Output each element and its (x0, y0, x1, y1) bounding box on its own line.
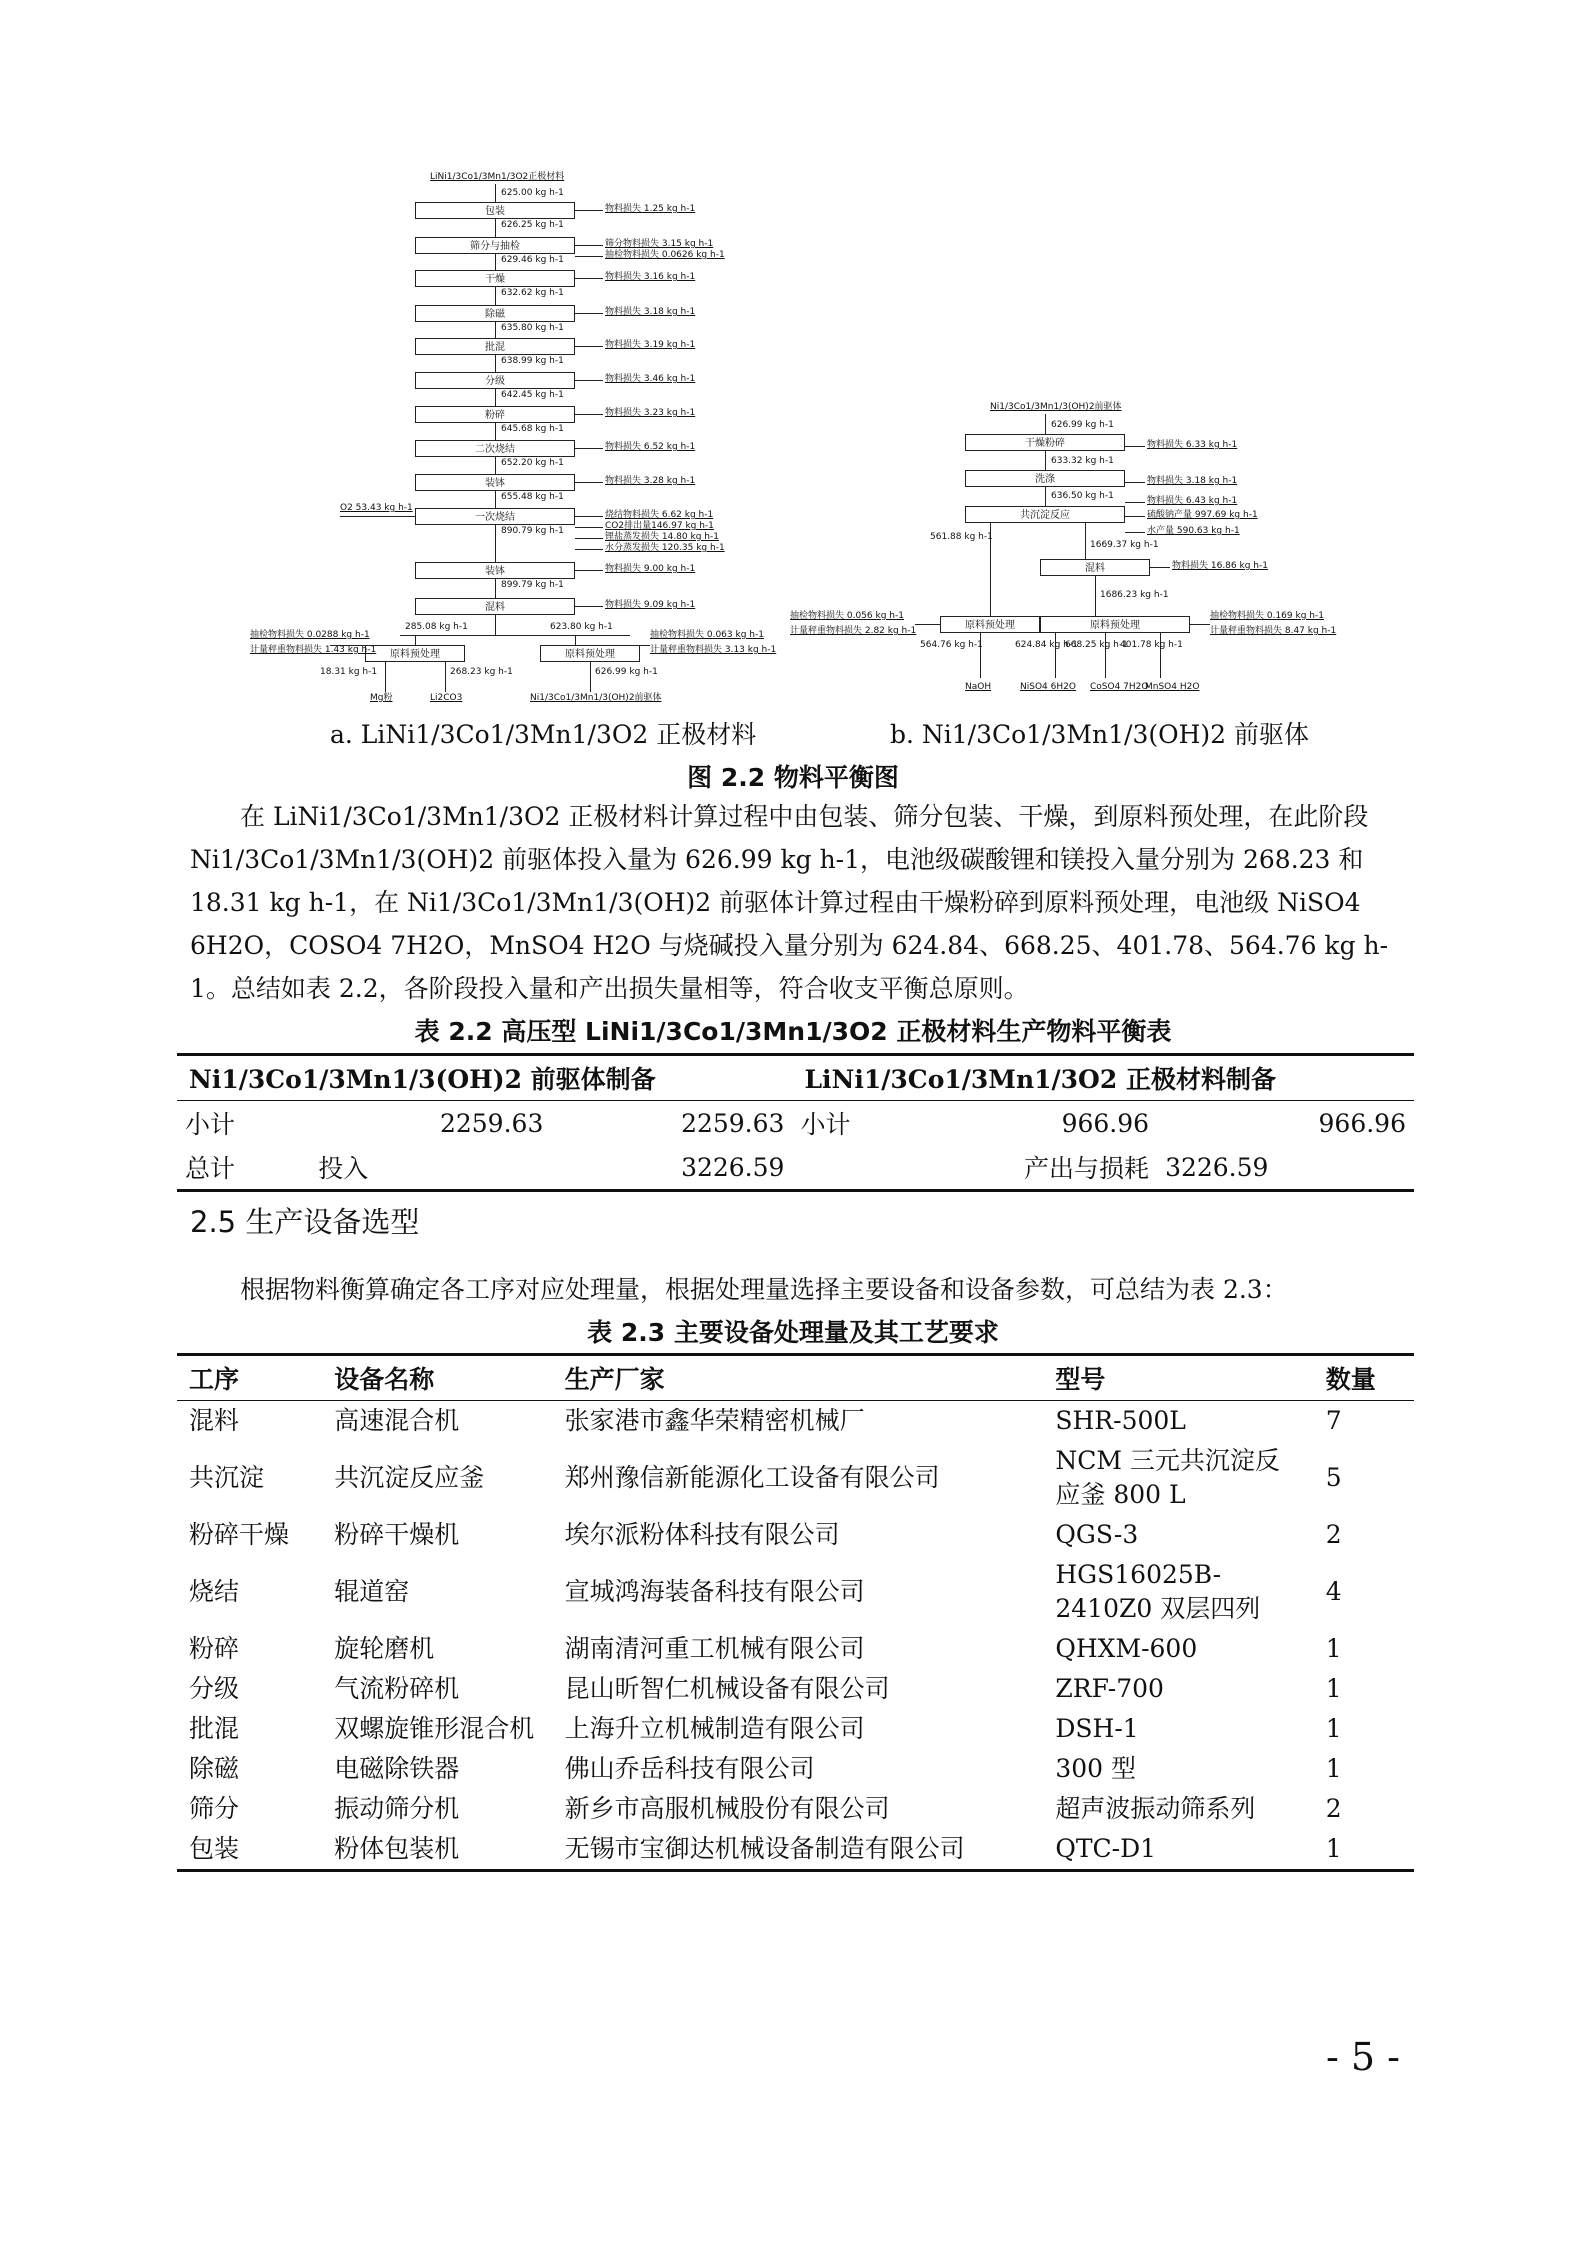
section-heading: 2.5 生产设备选型 (190, 1205, 420, 1239)
pre-left-loss: 抽检物料损失 0.056 kg h-1 (790, 611, 904, 621)
t2-header-left: Ni1/3Co1/3Mn1/3(OH)2 前驱体制备 (189, 1065, 656, 1094)
pre-left-loss: 计量秤重物料损失 1.43 kg h-1 (250, 645, 377, 655)
right-top-label: Ni1/3Co1/3Mn1/3(OH)2前驱体 (990, 402, 1122, 412)
table-row (177, 1515, 1414, 1555)
split-arrow (415, 635, 416, 645)
table-cell: ZRF-700 (1055, 1674, 1164, 1703)
left-loss-label: 水分蒸发损失 120.35 kg h-1 (605, 543, 725, 553)
table-cell: HGS16025B-2410Z0 双层四列 (1055, 1560, 1261, 1623)
left-flow-label: 652.20 kg h-1 (501, 458, 564, 468)
table-row (177, 1629, 1414, 1669)
flow-arrow (495, 457, 496, 474)
loss-arrow (640, 645, 650, 646)
pre-right-loss: 抽检物料损失 0.169 kg h-1 (1210, 611, 1324, 621)
right-flow-label: 1686.23 kg h-1 (1100, 590, 1169, 600)
caption-b: b. Ni1/3Co1/3Mn1/3(OH)2 前驱体 (890, 720, 1310, 749)
flow-arrow (445, 662, 446, 692)
pre-left-loss: 抽检物料损失 0.0288 kg h-1 (250, 630, 370, 640)
loss-arrow (1125, 482, 1145, 483)
loss-arrow (575, 538, 603, 539)
t2-row-subtotal (177, 1101, 1414, 1146)
table-cell: QTC-D1 (1055, 1834, 1157, 1863)
loss-arrow (575, 414, 603, 415)
table-cell: 旋轮磨机 (334, 1634, 435, 1663)
left-flow-label: 629.46 kg h-1 (501, 255, 564, 265)
table-cell: 烧结 (189, 1577, 240, 1606)
loss-arrow (575, 210, 603, 211)
left-step-box: 装钵 (415, 562, 575, 579)
flow-arrow (385, 662, 386, 692)
pre-left-loss: 计量秤重物料损失 2.82 kg h-1 (790, 626, 917, 636)
left-step-box: 一次烧结 (415, 508, 575, 525)
left-step-box: 粉碎 (415, 406, 575, 423)
table-cell: 无锡市宝御达机械设备制造有限公司 (564, 1834, 965, 1863)
t3-header: 型号 (1055, 1365, 1106, 1394)
left-step-box: 筛分与抽检 (415, 237, 575, 254)
table-row (177, 1401, 1414, 1442)
pre-right-loss: 计量秤重物料损失 3.13 kg h-1 (650, 645, 777, 655)
bottom-flow: 626.99 kg h-1 (595, 667, 658, 677)
left-loss-label: 物料损失 6.52 kg h-1 (605, 442, 696, 452)
left-flow-label: 635.80 kg h-1 (501, 323, 564, 333)
figure-title: 图 2.2 物料平衡图 (687, 763, 899, 792)
flow-arrow (1085, 523, 1086, 559)
split-right-label: 623.80 kg h-1 (550, 622, 613, 632)
left-loss-label: 物料损失 9.00 kg h-1 (605, 564, 696, 574)
left-loss-label: 物料损失 3.23 kg h-1 (605, 408, 696, 418)
right-flow-label: 626.99 kg h-1 (1051, 420, 1114, 430)
t2-row-total (177, 1145, 1414, 1191)
left-flow-label: 642.45 kg h-1 (501, 390, 564, 400)
loss-arrow (1125, 446, 1145, 447)
pre-left-box: 原料预处理 (365, 645, 465, 662)
left-step-box: 包装 (415, 202, 575, 219)
table-cell: 佛山乔岳科技有限公司 (564, 1754, 815, 1783)
table-cell: 1 (1325, 1674, 1342, 1703)
table-row (177, 1441, 1414, 1515)
table-cell: 宣城鸿海装备科技有限公司 (564, 1577, 865, 1606)
flow-arrow (590, 662, 591, 692)
left-loss-label: 物料损失 3.19 kg h-1 (605, 340, 696, 350)
product-label: CoSO4 7H2O (1090, 682, 1149, 692)
table-cell: 批混 (189, 1714, 240, 1743)
product-label: Li2CO3 (430, 693, 463, 703)
table-cell: 分级 (189, 1674, 240, 1703)
right-step-box: 共沉淀反应 (965, 506, 1125, 523)
flow-arrow (495, 525, 496, 562)
t3-header-row (177, 1355, 1414, 1401)
table-cell: 郑州豫信新能源化工设备有限公司 (564, 1463, 940, 1492)
right-step-box: 干燥粉碎 (965, 434, 1125, 451)
left-flow-label: 890.79 kg h-1 (501, 526, 564, 536)
split-line (400, 635, 630, 636)
left-flow-label: 626.25 kg h-1 (501, 220, 564, 230)
paragraph-1-text: 在 LiNi1/3Co1/3Mn1/3O2 正极材料计算过程中由包装、筛分包装、干燥，到原料预处理，在此阶段 Ni1/3Co1/3Mn1/3(OH)2 前驱体投入量为 626.99 kg h-1，电池级碳酸锂和镁投入量分别为 268.23 和 18.31 kg h-1，在 Ni1/3Co1/3Mn1/3(OH)2 前驱体计算过程由干燥粉碎到原料预处理，电池级 NiSO4 6H2O，COSO4 7H2O，MnSO4 H2O 与烧碱投入量分别为 624.84、668.25、401.78、564.76 kg h-1。总结如表 2.2，各阶段投入量和产出损失量相等，符合收支平衡总原则。 (190, 802, 1389, 1003)
left-loss-label: 抽检物料损失 0.0626 kg h-1 (605, 250, 725, 260)
left-loss-label: 物料损失 3.46 kg h-1 (605, 374, 696, 384)
table-cell: 辊道窑 (334, 1577, 410, 1606)
pre-right-loss: 抽检物料损失 0.063 kg h-1 (650, 630, 764, 640)
flow-arrow (495, 355, 496, 372)
table-cell: 粉碎 (189, 1634, 240, 1663)
loss-arrow (575, 482, 603, 483)
t2-cell: 小计 (800, 1110, 851, 1139)
right-loss-label: 物料损失 3.18 kg h-1 (1147, 476, 1238, 486)
flow-arrow (495, 254, 496, 270)
table-row (177, 1789, 1414, 1829)
left-flow-label: 655.48 kg h-1 (501, 492, 564, 502)
right-loss-label: 硫酸钠产量 997.69 kg h-1 (1147, 510, 1258, 520)
table-cell: 包装 (189, 1834, 240, 1863)
table-cell: 气流粉碎机 (334, 1674, 460, 1703)
table-cell: 除磁 (189, 1754, 240, 1783)
table-cell: 振动筛分机 (334, 1794, 460, 1823)
flow-arrow (495, 579, 496, 598)
flow-arrow (1095, 576, 1096, 616)
left-step-box: 装钵 (415, 474, 575, 491)
left-loss-label: 物料损失 3.18 kg h-1 (605, 307, 696, 317)
loss-arrow (575, 245, 603, 246)
table-cell: 昆山昕智仁机械设备有限公司 (564, 1674, 890, 1703)
left-loss-label: CO2排出量146.97 kg h-1 (605, 521, 714, 531)
left-loss-label: 物料损失 1.25 kg h-1 (605, 204, 696, 214)
table-cell: 双螺旋锥形混合机 (334, 1714, 535, 1743)
left-step-box: 二次烧结 (415, 440, 575, 457)
t2-cell: 2259.63 (439, 1108, 544, 1138)
left-loss-label: 锂盐蒸发损失 14.80 kg h-1 (605, 532, 719, 542)
table-cell: 4 (1325, 1577, 1342, 1606)
table-cell: 2 (1325, 1520, 1342, 1549)
table-row (177, 1555, 1414, 1629)
product-label: Ni1/3Co1/3Mn1/3(OH)2前驱体 (530, 693, 662, 703)
t2-header-right: LiNi1/3Co1/3Mn1/3O2 正极材料制备 (804, 1065, 1276, 1094)
flow-arrow (1045, 487, 1046, 506)
bottom-flow: 668.25 kg h-1 (1065, 640, 1128, 650)
product-label: Mg粉 (370, 693, 393, 703)
t2-cell: 2259.63 (681, 1108, 785, 1138)
table-row (177, 1709, 1414, 1749)
table-cell: 7 (1325, 1406, 1342, 1435)
paragraph-2-text: 根据物料衡算确定各工序对应处理量，根据处理量选择主要设备和设备参数，可总结为表 2.3： (240, 1275, 1288, 1304)
t3-header: 生产厂家 (564, 1365, 665, 1394)
loss-arrow (575, 527, 603, 528)
table-cell: 共沉淀反应釜 (334, 1463, 485, 1492)
split-arrow (575, 635, 576, 645)
left-loss-label: 物料损失 9.09 kg h-1 (605, 600, 696, 610)
t2-cell: 966.96 (1318, 1108, 1406, 1138)
table-cell: 1 (1325, 1754, 1342, 1783)
t3-header: 设备名称 (334, 1365, 435, 1394)
table-cell: QGS-3 (1055, 1520, 1139, 1549)
bottom-flow: 18.31 kg h-1 (320, 667, 378, 677)
loss-arrow (575, 606, 603, 607)
loss-arrow (575, 346, 603, 347)
paragraph-2 (190, 1268, 1400, 1311)
bottom-flow: 624.84 kg h-1 (1015, 640, 1078, 650)
table-cell: 高速混合机 (334, 1406, 460, 1435)
table-cell: 电磁除铁器 (334, 1754, 460, 1783)
equipment-table (177, 1353, 1414, 1872)
loss-arrow (575, 570, 603, 571)
flow-arrow (495, 423, 496, 440)
left-flow-label: 632.62 kg h-1 (501, 288, 564, 298)
table-cell: 共沉淀 (189, 1463, 265, 1492)
loss-arrow (1125, 516, 1145, 517)
product-label: NiSO4 6H2O (1020, 682, 1076, 692)
flow-arrow (1045, 451, 1046, 470)
right-flow-label: 636.50 kg h-1 (1051, 491, 1114, 501)
right-loss-label: 物料损失 16.86 kg h-1 (1172, 561, 1268, 571)
loss-arrow (575, 278, 603, 279)
table-cell: 张家港市鑫华荣精密机械厂 (564, 1406, 865, 1435)
t2-cell: 966.96 (1061, 1108, 1150, 1138)
right-pre-left: 原料预处理 (940, 616, 1040, 633)
t2-cell: 总计 (185, 1154, 236, 1183)
flow-arrow (495, 287, 496, 305)
loss-arrow (575, 380, 603, 381)
loss-arrow (1150, 567, 1170, 568)
right-loss-label: 物料损失 6.43 kg h-1 (1147, 496, 1238, 506)
page-number: - 5 - (1325, 2035, 1400, 2079)
left-flow-label: 625.00 kg h-1 (501, 188, 564, 198)
table3-title: 表 2.3 主要设备处理量及其工艺要求 (587, 1318, 999, 1347)
table-cell: SHR-500L (1055, 1406, 1186, 1435)
flow-arrow (1045, 414, 1046, 434)
loss-arrow (330, 645, 365, 646)
right-step-box: 洗涤 (965, 470, 1125, 487)
bottom-flow: 564.76 kg h-1 (920, 640, 983, 650)
right-loss-label: 水产量 590.63 kg h-1 (1147, 526, 1240, 536)
t2-cell: 产出与损耗 (1024, 1154, 1150, 1183)
bottom-flow: 401.78 kg h-1 (1120, 640, 1183, 650)
bottom-flow: 268.23 kg h-1 (450, 667, 513, 677)
product-label: NaOH (965, 682, 992, 692)
loss-arrow (575, 448, 603, 449)
loss-arrow (575, 313, 603, 314)
table-cell: 新乡市高服机械股份有限公司 (564, 1794, 890, 1823)
loss-arrow (575, 256, 603, 257)
material-balance-table (177, 1053, 1414, 1192)
right-loss-label: 物料损失 6.33 kg h-1 (1147, 440, 1238, 450)
paragraph-1 (190, 795, 1400, 1010)
left-flow-label: 645.68 kg h-1 (501, 424, 564, 434)
t2-cell: 3226.59 (1165, 1152, 1269, 1182)
t2-cell: 投入 (318, 1154, 369, 1183)
left-step-box: 分级 (415, 372, 575, 389)
table-cell: QHXM-600 (1055, 1634, 1198, 1663)
flow-arrow (495, 615, 496, 635)
loss-arrow (1125, 502, 1145, 503)
left-flow-label: 899.79 kg h-1 (501, 580, 564, 590)
right-pre-right: 原料预处理 (1040, 616, 1190, 633)
material-balance-figure (250, 160, 1350, 749)
left-step-box: 批混 (415, 338, 575, 355)
left-step-box: 除磁 (415, 305, 575, 322)
table-cell: 2 (1325, 1794, 1342, 1823)
table-cell: 5 (1325, 1463, 1342, 1492)
table-cell: 粉碎干燥 (189, 1520, 290, 1549)
table-cell: 混料 (189, 1406, 240, 1435)
right-flow-label: 633.32 kg h-1 (1051, 456, 1114, 466)
left-loss-label: 物料损失 3.16 kg h-1 (605, 272, 696, 282)
t3-body (177, 1401, 1414, 1871)
left-top-label: LiNi1/3Co1/3Mn1/3O2正极材料 (430, 172, 565, 182)
table-row (177, 1829, 1414, 1871)
table-cell: 1 (1325, 1634, 1342, 1663)
left-step-box: 干燥 (415, 270, 575, 287)
table-cell: 粉碎干燥机 (334, 1520, 460, 1549)
table2-title: 表 2.2 高压型 LiNi1/3Co1/3Mn1/3O2 正极材料生产物料平衡表 (414, 1017, 1172, 1046)
table-cell: 埃尔派粉体科技有限公司 (564, 1520, 840, 1549)
table-cell: 粉体包装机 (334, 1834, 460, 1863)
table-cell: 上海升立机械制造有限公司 (564, 1714, 865, 1743)
loss-arrow (915, 624, 940, 625)
o2-input-label: O2 53.43 kg h-1 (340, 503, 413, 513)
pre-right-loss: 计量秤重物料损失 8.47 kg h-1 (1210, 626, 1337, 636)
loss-arrow (575, 549, 603, 550)
loss-arrow (575, 516, 603, 517)
table-cell: 1 (1325, 1834, 1342, 1863)
right-flow-label: 1669.37 kg h-1 (1090, 540, 1159, 550)
table-cell: 300 型 (1055, 1754, 1137, 1783)
table-cell: 筛分 (189, 1794, 240, 1823)
side-flow-label: 561.88 kg h-1 (930, 532, 993, 542)
table-row (177, 1749, 1414, 1789)
caption-a: a. LiNi1/3Co1/3Mn1/3O2 正极材料 (330, 720, 757, 749)
left-flow-label: 638.99 kg h-1 (501, 356, 564, 366)
left-step-box: 混料 (415, 598, 575, 615)
table-cell: 超声波振动筛系列 (1055, 1794, 1256, 1823)
flow-arrow (495, 219, 496, 237)
flow-arrow (495, 322, 496, 338)
flow-arrow (495, 389, 496, 406)
table-cell: NCM 三元共沉淀反应釜 800 L (1055, 1446, 1280, 1509)
t2-cell: 3226.59 (681, 1152, 785, 1182)
t3-header: 数量 (1325, 1365, 1376, 1394)
t3-header: 工序 (189, 1365, 240, 1394)
t2-cell: 小计 (185, 1110, 236, 1139)
pre-right-box: 原料预处理 (540, 645, 640, 662)
left-loss-label: 烧结物料损失 6.62 kg h-1 (605, 510, 714, 520)
product-label: MnSO4 H2O (1145, 682, 1200, 692)
table-cell: 1 (1325, 1714, 1342, 1743)
o2-arrow (340, 516, 415, 517)
loss-arrow (1190, 624, 1210, 625)
table-row (177, 1669, 1414, 1709)
left-loss-label: 物料损失 3.28 kg h-1 (605, 476, 696, 486)
split-left-label: 285.08 kg h-1 (405, 622, 468, 632)
loss-arrow (1125, 532, 1145, 533)
flow-arrow (495, 491, 496, 508)
table-cell: 湖南清河重工机械有限公司 (564, 1634, 865, 1663)
table-cell: DSH-1 (1055, 1714, 1139, 1743)
left-loss-label: 筛分物料损失 3.15 kg h-1 (605, 239, 714, 249)
right-step-box: 混料 (1040, 559, 1150, 576)
